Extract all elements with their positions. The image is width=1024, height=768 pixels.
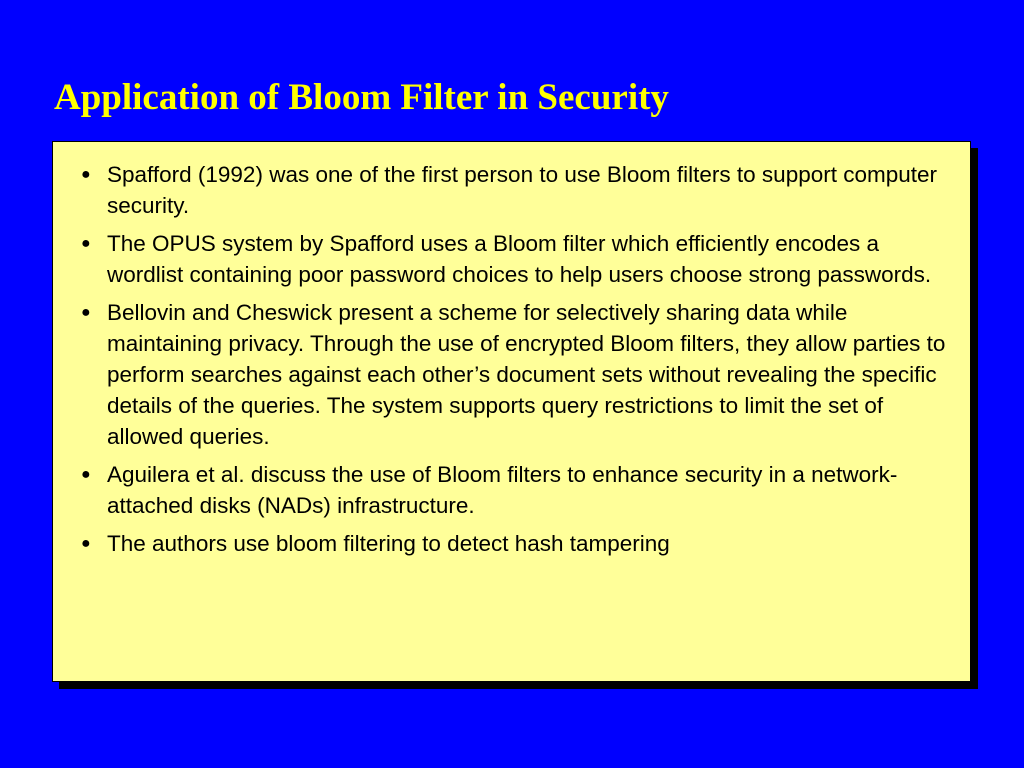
bullet-icon: ● xyxy=(81,235,91,252)
content-box xyxy=(52,141,971,682)
bullet-item xyxy=(81,459,956,521)
bullet-text: The OPUS system by Spafford uses a Bloom filter which efficiently encodes a wordlist containing poor password choices to help users choose strong passwords. xyxy=(107,231,932,287)
bullet-icon: ● xyxy=(81,304,91,321)
bullet-text: Bellovin and Cheswick present a scheme for selectively sharing data while maintaining privacy. Through the use of encrypted Bloom filters, they allow parties to perform searches against each other’s document sets without revealing the specific details of the queries. The system supports query restrictions to limit the set of allowed queries. xyxy=(107,300,946,449)
bullet-list xyxy=(81,159,956,566)
bullet-text: The authors use bloom filtering to detect hash tampering xyxy=(107,531,670,556)
bullet-item xyxy=(81,297,956,452)
bullet-icon: ● xyxy=(81,535,91,552)
slide-title: Application of Bloom Filter in Security xyxy=(54,77,669,118)
bullet-item xyxy=(81,528,956,559)
bullet-text: Aguilera et al. discuss the use of Bloom filters to enhance security in a network-attached disks (NADs) infrastructure. xyxy=(107,462,898,518)
bullet-item xyxy=(81,159,956,221)
bullet-text: Spafford (1992) was one of the first person to use Bloom filters to support computer security. xyxy=(107,162,938,218)
bullet-item xyxy=(81,228,956,290)
bullet-icon: ● xyxy=(81,466,91,483)
bullet-icon: ● xyxy=(81,166,91,183)
